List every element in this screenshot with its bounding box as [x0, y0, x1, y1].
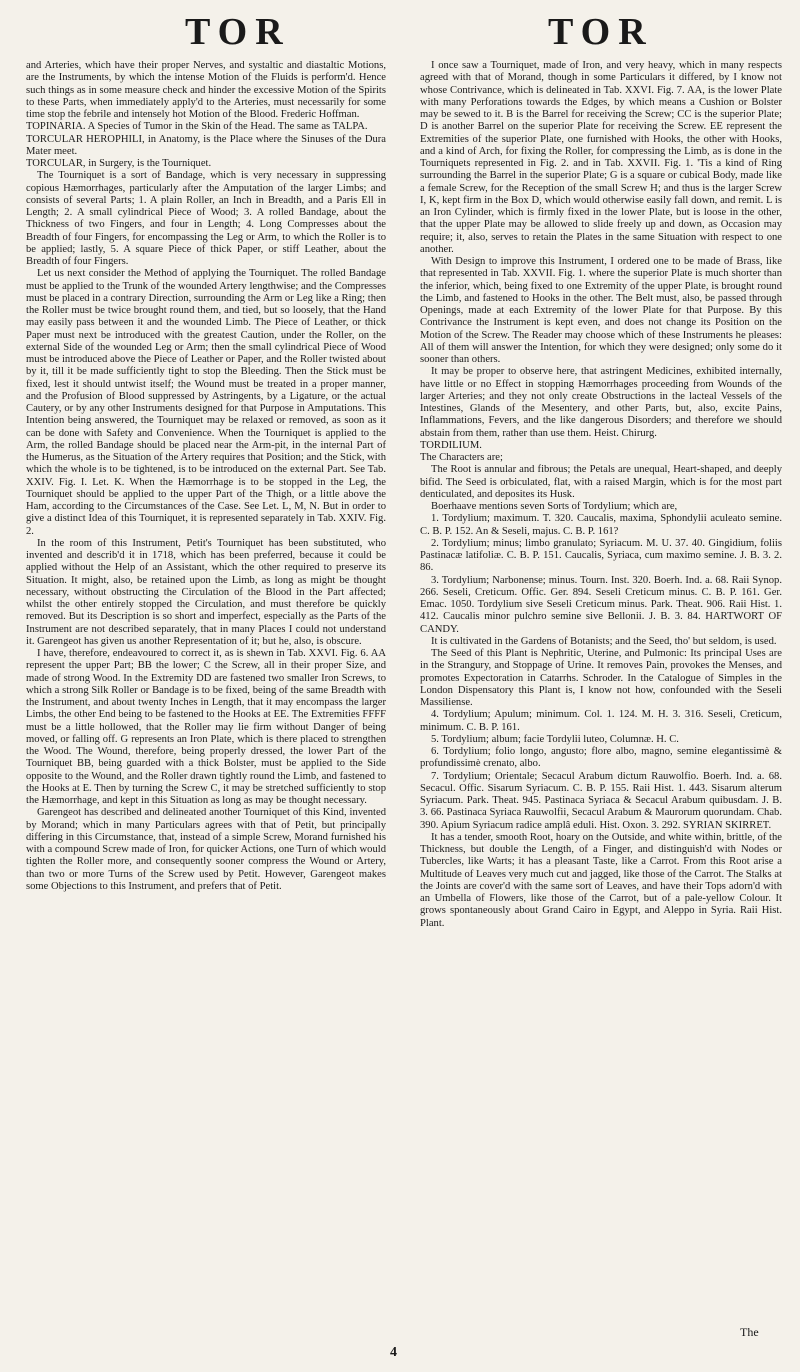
- running-head-right: TOR: [548, 11, 654, 53]
- paragraph: Boerhaave mentions seven Sorts of Tordylium; which are,: [431, 501, 678, 512]
- running-head: [0, 10, 800, 53]
- paragraph: With Design to improve this Instrument, I ordered one to be made of Brass, like that represented in Tab. XXVII. Fig. 1. where the superior Plate is much shorter than the inferior, which, being fixed to one Extremity of the upper Plate, is brought round the Limb, and fastened to Hooks in the other. The Belt must, also, be passed through Openings, made at each Extremity of the lower Plate for that Purpose. By this Contrivance the Instrument is kept even, and does not change its Position on the Motion of the Screw. The Reader may choose which of these Instruments he pleases: All of them will answer the Intention, for which they were designed; only some do it sooner than others.: [420, 256, 782, 365]
- paragraph: and Arteries, which have their proper Nerves, and systaltic and diastaltic Motions, are the Instruments, by which the intense Motion of the Fluids is perform'd. Hence such things as in some measure check and hinder the excessive Motion of the Spirits to these Parts, when immediately apply'd to the Arteries, must necessarily for some time stop the febrile and intensely hot Motion of the Blood. Frederic Hoffman.: [26, 60, 386, 120]
- paragraph: Let us next consider the Method of applying the Tourniquet. The rolled Bandage must be applied to the Trunk of the wounded Artery lengthwise; and the Compresses must be placed in a contrary Direction, surrounding the Arm or Leg like a Ring; then the Roller must be twice brought round them, and tied, but so loosely, that the Hand may easily pass between it and the wounded Limb. The Piece of Leather, or thick Paper must next be introduced with the greatest Caution, under the Roller, on the external Side of the wounded Leg or Arm; then the small cylindrical Piece of Wood must be introduced above the Piece of Leather or Paper, and the Roller twisted about by it, till it be made sufficiently tight to stop the Bleeding. Then the Stick must be fixed, lest it should untwist itself; the Wound must be treated in a proper manner, and the Profusion of Blood suppressed by Astringents, by a Ligature, or the actual Cautery, or by any other Instruments designed for that Purpose in Amputations. This Intention being answered, the Tourniquet may be relaxed or removed, as soon as it can be done with Safety and Convenience. When the Tourniquet is applied to the Arm, the rolled Bandage should be placed near the Arm-pit, in the internal Part of the Humerus, as the Situation of the Artery requires that Position; and the Stick, with which the whole is to be tightened, is to be introduced on the external Part. See Tab. XXIV. Fig. I. Let. K. When the Hæmorrhage is to be stopped in the Leg, the Tourniquet should be applied to the upper Part of the Thigh, or a little above the Ham, according to the Circumstances of the Case. See Let. L, M, N. But in order to give a distinct Idea of this Tourniquet, it is represented separately in Tab. XXIV. Fig. 2.: [26, 268, 386, 537]
- characters-heading: The Characters are;: [420, 452, 503, 463]
- species-item: 3. Tordylium; Narbonense; minus. Tourn. Inst. 320. Boerh. Ind. a. 68. Raii Synop. 266. Seseli, Creticum. Offic. Ger. 894. Seseli Creticum minus. C. B. P. 161. Ger. Emac. 1050. Tordylium sive Seseli Creticum minus. Park. Theat. 906. Raii Hist. 1. 412. Caucalis minor pulchro semine sive Bellonii. J. B. 3. 84. HARTWORT OF CANDY.: [420, 574, 782, 635]
- species-item: 1. Tordylium; maximum. T. 320. Caucalis, maxima, Sphondylii aculeato semine. C. B. P. 152. An & Seseli, majus. C. B. P. 161?: [420, 513, 782, 537]
- entry-tordilium: TORDILIUM.: [420, 439, 482, 451]
- species-item: 4. Tordylium; Apulum; minimum. Col. 1. 124. M. H. 3. 316. Seseli, Creticum, minimum. C. B. P. 161.: [420, 709, 782, 733]
- paragraph: I once saw a Tourniquet, made of Iron, and very heavy, which in many respects agreed with that of Morand, though in some Particulars it differed, by I know not whose Contrivance, which is delineated in Tab. XXVI. Fig. 7. AA, is the lower Plate with many Perforations towards the Edges, by which means a Cushion or Bolster may be sewed to it. B is the Barrel for receiving the Screw; CC is the superior Plate; D is another Barrel on the superior Plate for receiving the Screw. EE represent the Extremities of the superior Plate, one furnished with Hooks, the other with Hooks, and a kind of Arch, for fixing the Roller, for compressing the Limb, as is done in the Tourniquets represented in Fig. 2. and in Tab. XXVII. Fig. 1. 'Tis a kind of Ring surrounding the Barrel in the superior Plate; G is a square or cubical Body, made like a female Screw, for the Reception of the small Screw H; and thus is the larger Screw I, K, kept firm in the Box D, which would otherwise easily fall down, and remit. L is an Iron Cylinder, which is firmly fixed in the lower Plate, but is loose in the other, that the upper Plate may be allowed to slide freely up and down, as Occasion may require; it, also, serves to retain the Plates in the same Situation with respect to one another.: [420, 60, 782, 255]
- paragraph: Garengeot has described and delineated another Tourniquet of this Kind, invented by Morand; which in many Particulars agrees with that of Petit, but principally differing in this Circumstance, that, instead of a simple Screw, Morand furnished his with a compound Screw made of Iron, for quicker Actions, one Turn of which would tighten the Roller more, and consequently sooner compress the Wound or Artery, than two or more Turns of the Screw used by Petit. However, Garengeot makes some Objections to this Instrument, and prefers that of Petit.: [26, 807, 386, 892]
- species-item: 2. Tordylium; minus; limbo granulato; Syriacum. M. U. 37. 40. Gingidium, foliis Pastinacæ latifoliæ. C. B. P. 151. Caucalis, Syriaca, cum maximo semine. J. B. 3. 2. 86.: [420, 537, 782, 574]
- catchword: The: [740, 1325, 759, 1339]
- species-item: 6. Tordylium; folio longo, angusto; flore albo, magno, semine elegantissimè & profundissimè crenato, albo.: [420, 746, 782, 770]
- page-number: 4: [390, 1345, 397, 1360]
- left-column: [26, 60, 386, 1350]
- entry-topinaria: TOPINARIA. A Species of Tumor in the Skin of the Head. The same as TALPA.: [26, 121, 368, 133]
- species-item: 7. Tordylium; Orientale; Secacul Arabum dictum Rauwolfio. Boerh. Ind. a. 68. Secacul. Offic. Sisarum Syriacum. C. B. P. 155. Raii Hist. 1. 443. Sisarum alterum Syriacum. Park. Theat. 945. Pastinaca Syriaca & Secacul Arabum quibusdam. J. B. 3. 66. Pastinaca Syriaca Rauwolfii, Secacul Arabum & Maurorum quorundam. Chab. 390. Apium Syriacum radice amplâ eduli. Hist. Oxon. 3. 292. SYRIAN SKIRRET.: [420, 770, 782, 831]
- entry-torcular-herophili: TORCULAR HEROPHILI, in Anatomy, is the Place where the Sinuses of the Dura Mater meet.: [26, 133, 386, 157]
- paragraph: It may be proper to observe here, that astringent Medicines, exhibited internally, have little or no Effect in stopping Hæmorrhages proceeding from Wounds of the larger Arteries; and they not only create Obstructions in the lacteal Vessels of the Intestines, Glands of the Mesentery, and other Parts, but, also, excite Pains, Inflammations, Fevers, and the like dangerous Disorders; and therefore we should abstain from them, rather than use them. Heist. Chirurg.: [420, 366, 782, 439]
- paragraph: I have, therefore, endeavoured to correct it, as is shewn in Tab. XXVI. Fig. 6. AA represent the upper Part; BB the lower; C the Screw, all in their proper Size, and made of strong Wood. In the Extremity DD are fastened two smaller Iron Screws, to which a strong Silk Roller or Bandage is to be fixed, being of the same Breadth with the Instrument, and about twenty Inches in Length, that it may encompass the larger Limbs, the other End being to be fastened to the Hooks at EE. The Extremities FFFF must be a little hollowed, that the Roller may lie firm without Danger of being moved, or falling off. G represents an Iron Plate, which is there placed to strengthen the Wood. The Wound, therefore, being properly dressed, the lower Part of the Tourniquet BB, being guarded with a thick Bolster, must be applied to the Side opposite to the Wound, and the Roller drawn tightly round the Limb, and fastened to the Hooks at E. Then by turning the Screw C, it may be stretched sufficiently to stop the Hæmorrhage, and kept in this Situation as long as may be thought necessary.: [26, 648, 386, 806]
- paragraph: It has a tender, smooth Root, hoary on the Outside, and white within, brittle, of the Thickness, but double the Length, of a Finger, and distinguish'd with Nodes or Tubercles, like Warts; it has a pleasant Taste, like a Carrot. From this Root arise a Multitude of Leaves very much cut and jagged, like those of the Carrot. The Stalks at the Joints are cover'd with the same sort of Leaves, and have their Tops adorn'd with an Umbella of Flowers, like those of the Carrot, but of a pale-yellow Colour. It grows spontaneously about Grand Cairo in Egypt, and Aleppo in Syria. Raii Hist. Plant.: [420, 831, 782, 929]
- entry-torcular: TORCULAR, in Surgery, is the Tourniquet.: [26, 158, 212, 169]
- right-column: [420, 60, 782, 1350]
- paragraph: The Tourniquet is a sort of Bandage, which is very necessary in suppressing copious Hæmorrhages, particularly after the Amputation of the larger Limbs; and consists of several Parts; 1. A plain Roller, an Inch in Breadth, and a Paris Ell in Length; 2. A small cylindrical Piece of Wood; 3. A rolled Bandage, about the Thickness of two Fingers, and four in Length; 4. Long Compresses about the Breadth of four Fingers, for encompassing the Leg or Arm, to which the Roller is to be applied; lastly, 5. A square Piece of thick Paper, or stiff Leather, about the Breadth of four Fingers.: [26, 170, 386, 267]
- paragraph: The Seed of this Plant is Nephritic, Uterine, and Pulmonic: Its principal Uses are in the Strangury, and Stoppage of Urine. It removes Pain, provokes the Menses, and promotes Expectoration in Catarrhs. Schroder. In the Catalogue of Simples in the London Dispensatory this Plant is, I know not how, confounded with the Seseli Massiliense.: [420, 648, 782, 708]
- species-item: 5. Tordylium; album; facie Tordylii luteo, Columnæ. H. C.: [431, 733, 679, 745]
- paragraph: In the room of this Instrument, Petit's Tourniquet has been substituted, who invented and describ'd it in 1718, which has been preferred, because it could be applied without the Help of an Assistant, which the other required to preserve its Situation. It might, also, be retained upon the Limb, as long as might be thought necessary, without obstructing the Circulation of the Blood in the Part affected; whilst the other entirely stopped the Circulation, and must therefore be quickly removed. But its Description is so short and imperfect, especially as the Parts of the Instrument are not described separately, that in many Places I could not understand it. Garengeot has given us another Representation of it; but he, also, is obscure.: [26, 537, 386, 647]
- paragraph: The Root is annular and fibrous; the Petals are unequal, Heart-shaped, and deeply bifid. The Seed is orbiculated, flat, with a raised Margin, which is for the most part denticulated, and deposites its Husk.: [420, 464, 782, 500]
- running-head-left: TOR: [185, 11, 291, 53]
- paragraph: It is cultivated in the Gardens of Botanists; and the Seed, tho' but seldom, is used.: [431, 635, 777, 647]
